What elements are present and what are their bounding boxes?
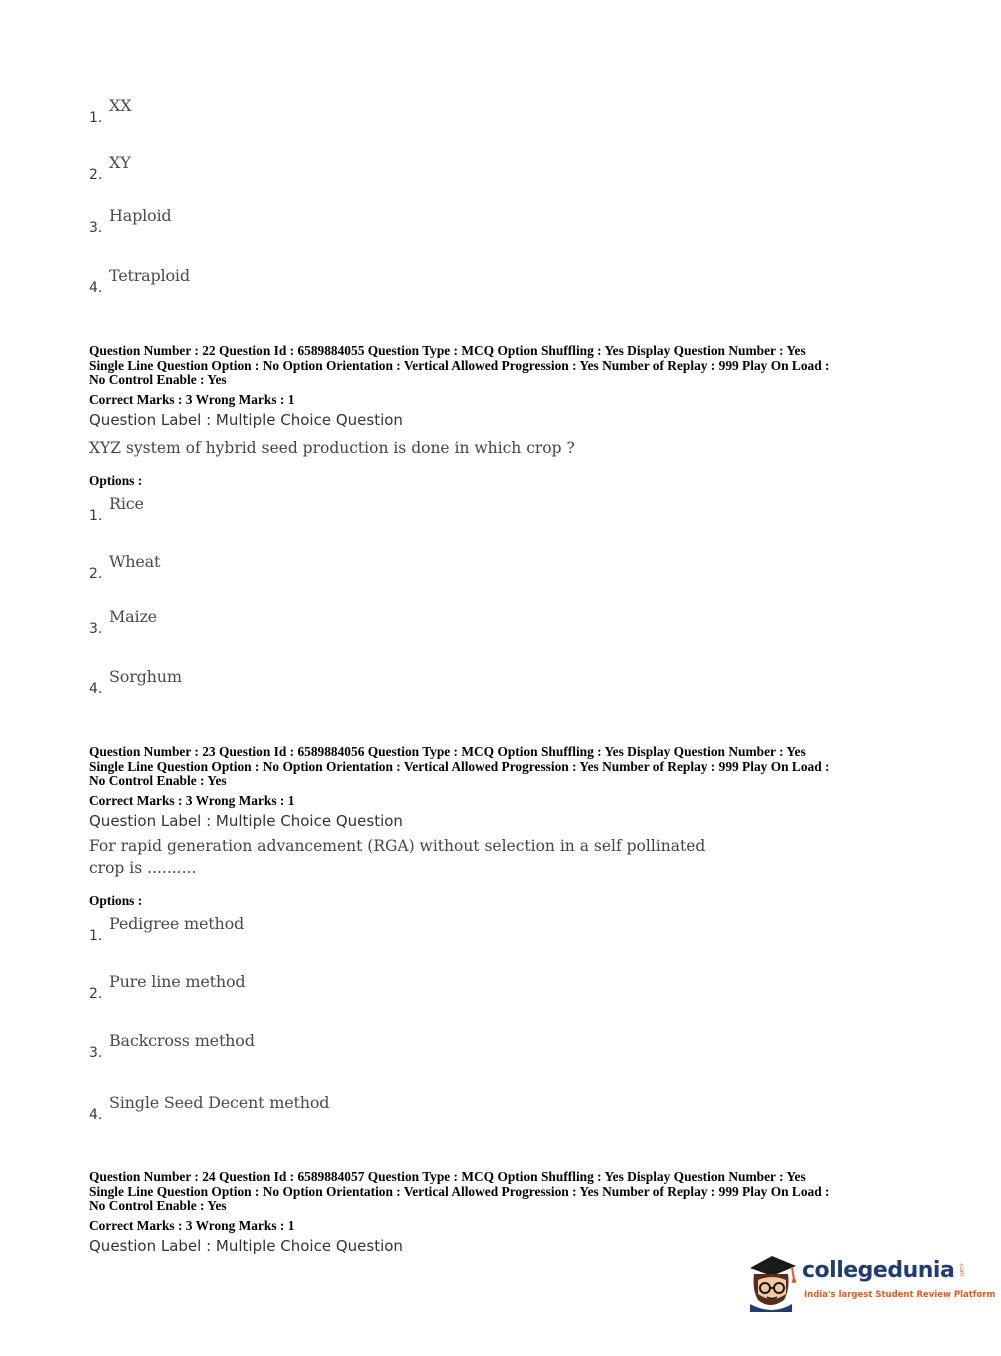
option-text: Rice [109, 494, 144, 513]
option-text: Sorghum [109, 667, 182, 686]
options-heading: Options : [89, 473, 143, 488]
mascot-icon [742, 1250, 802, 1316]
option-number: 4. [89, 1107, 103, 1123]
meta-line: Question Number : 24 Question Id : 6589884057 Question Type : MCQ Option Shuffling : Yes Display Question Number : Yes [89, 1169, 806, 1184]
question-meta [89, 1170, 919, 1214]
meta-line: Single Line Question Option : No Option Orientation : Vertical Allowed Progression : Yes Number of Replay : 999 Play On Load : [89, 1183, 830, 1199]
collegedunia-logo [742, 1250, 996, 1316]
question-meta [89, 745, 919, 789]
option-text: Single Seed Decent method [109, 1093, 330, 1112]
meta-line: No Control Enable : Yes [89, 773, 227, 789]
option-text: XY [109, 153, 131, 172]
option-text: XX [109, 96, 132, 115]
question-text-line: For rapid generation advancement (RGA) without selection in a self pollinated [89, 837, 706, 855]
meta-line: No Control Enable : Yes [89, 1198, 227, 1214]
option-number: 4. [89, 681, 103, 697]
meta-line: Question Number : 23 Question Id : 6589884056 Question Type : MCQ Option Shuffling : Yes Display Question Number : Yes [89, 744, 806, 759]
question-label: Question Label : Multiple Choice Question [89, 411, 403, 429]
option-text: Backcross method [109, 1031, 255, 1050]
option-number: 3. [89, 220, 103, 236]
option-text: Maize [109, 607, 157, 626]
question-text [89, 835, 705, 879]
option-text: Tetraploid [109, 266, 190, 285]
option-number: 2. [89, 566, 103, 582]
question-marks: Correct Marks : 3 Wrong Marks : 1 [89, 793, 295, 808]
option-text: Haploid [109, 206, 172, 225]
meta-line: Question Number : 22 Question Id : 6589884055 Question Type : MCQ Option Shuffling : Yes Display Question Number : Yes [89, 343, 806, 358]
option-text: Pure line method [109, 972, 246, 991]
options-heading: Options : [89, 893, 143, 908]
question-text-line: XYZ system of hybrid seed production is done in which crop ? [89, 439, 575, 457]
option-number: 3. [89, 621, 103, 637]
option-number: 3. [89, 1045, 103, 1061]
question-label: Question Label : Multiple Choice Question [89, 1237, 403, 1255]
option-number: 1. [89, 508, 103, 524]
question-text-line: crop is .......... [89, 859, 197, 877]
question-marks: Correct Marks : 3 Wrong Marks : 1 [89, 1218, 295, 1233]
option-number: 2. [89, 986, 103, 1002]
option-number: 1. [89, 928, 103, 944]
option-number: 4. [89, 280, 103, 296]
meta-line: Single Line Question Option : No Option Orientation : Vertical Allowed Progression : Yes Number of Replay : 999 Play On Load : [89, 357, 830, 373]
meta-line: Single Line Question Option : No Option Orientation : Vertical Allowed Progression : Yes Number of Replay : 999 Play On Load : [89, 758, 830, 774]
question-marks: Correct Marks : 3 Wrong Marks : 1 [89, 392, 295, 407]
logo-wordmark: collegedunia [802, 1258, 955, 1283]
option-text: Wheat [109, 552, 161, 571]
option-text: Pedigree method [109, 914, 245, 933]
question-label: Question Label : Multiple Choice Question [89, 812, 403, 830]
logo-com: .com [958, 1262, 965, 1277]
question-meta [89, 344, 919, 388]
meta-line: No Control Enable : Yes [89, 372, 227, 388]
option-number: 2. [89, 167, 103, 183]
logo-tagline: India's largest Student Review Platform [804, 1290, 996, 1300]
option-number: 1. [89, 110, 103, 126]
question-text [89, 437, 575, 459]
